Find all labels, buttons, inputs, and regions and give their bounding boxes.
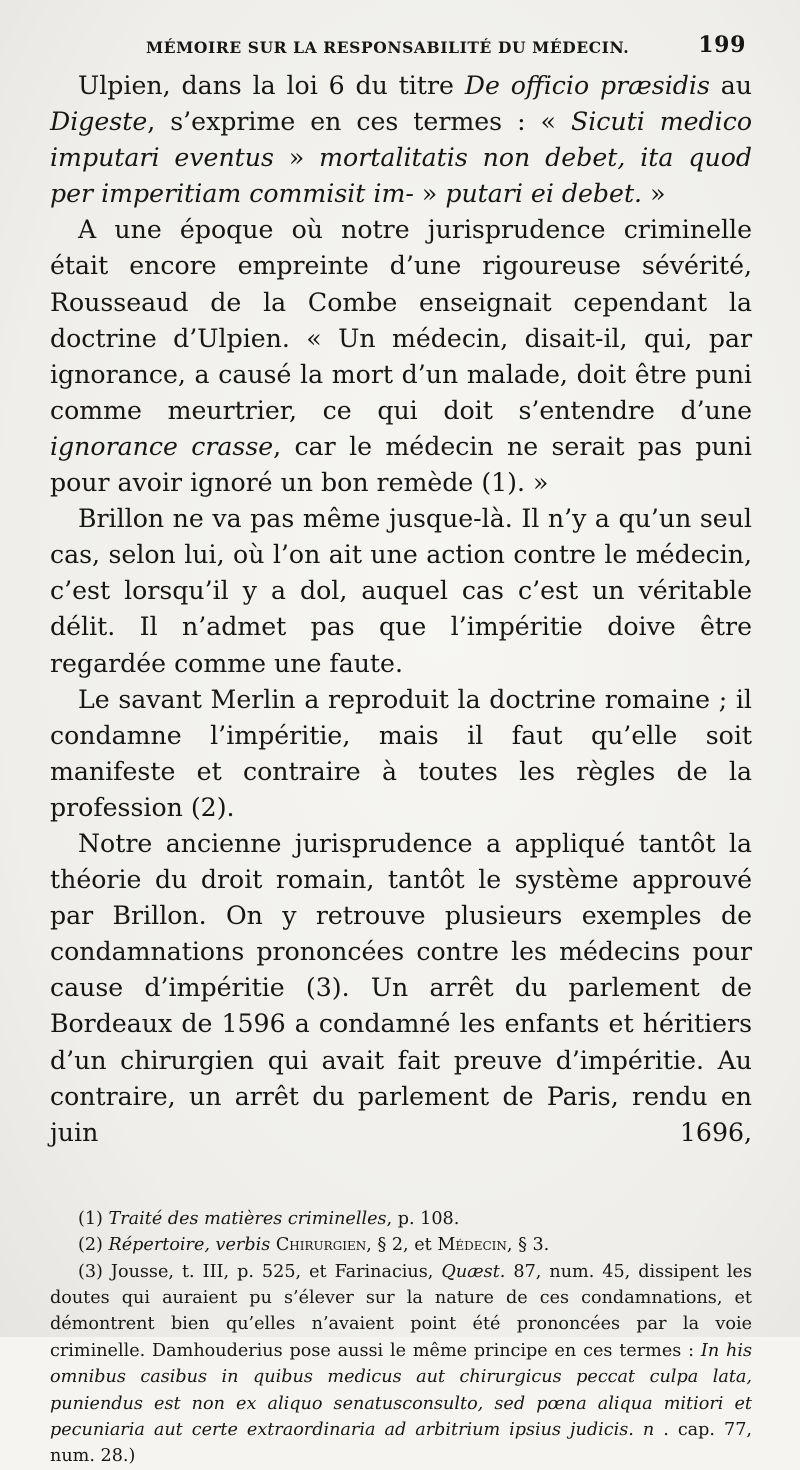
footnotes bbox=[50, 1206, 752, 1470]
running-head-title: MÉMOIRE SUR LA RESPONSABILITÉ DU MÉDECIN. bbox=[146, 38, 630, 57]
footnote-3 bbox=[50, 1259, 752, 1470]
footnote-3-text-c: 87, num. 45, dissipent les doutes qui auraient pu s’élever sur la nature de ces condamnations, et démontrent bien qu’elles n’avaient point été prononcées par la voie criminelle. Damhouderius pose aussi le même principe en ces termes : bbox=[50, 1261, 753, 1361]
footnote-2-number: (2) bbox=[78, 1235, 109, 1256]
p1-text-e: , s’exprime en ces termes : « bbox=[147, 107, 571, 137]
footnote-2-mid: , § 2, et bbox=[366, 1235, 438, 1256]
footnote-2-word-2: Médecin bbox=[437, 1235, 507, 1256]
page-number: 199 bbox=[698, 32, 746, 58]
footnote-3-space bbox=[634, 1420, 643, 1440]
footnote-3-citation: . cap. 77, num. 28.) bbox=[50, 1420, 752, 1467]
p2-text-c: , car le médecin ne serait pas puni pour avoir ignoré un bon remède (1). » bbox=[50, 431, 752, 498]
running-head bbox=[50, 32, 752, 68]
p1-digeste-italic: Digeste bbox=[50, 107, 148, 137]
p1-text-a: Ulpien, dans la loi 6 du titre bbox=[78, 71, 465, 100]
p1-guillemet-1: » bbox=[273, 143, 320, 173]
p1-text-c: au bbox=[709, 71, 752, 100]
footnote-3-italic-quaest: Quæst. bbox=[441, 1261, 506, 1282]
main-text bbox=[50, 68, 752, 1151]
p1-quote-close: » bbox=[642, 179, 666, 209]
footnote-1-number: (1) bbox=[78, 1208, 109, 1229]
paragraph-4: Le savant Merlin a reproduit la doctrine romaine ; il condamne l’impéritie, mais il faut qu’elle soit manifeste et contraire à toutes les règles de la profession (2). bbox=[50, 684, 752, 822]
footnote-2-rest: , § 3. bbox=[506, 1235, 550, 1256]
paragraph-5: Notre ancienne jurisprudence a appliqué tantôt la théorie du droit romain, tantôt le système approuvé par Brillon. On y retrouve plusieurs exemples de condamnations prononcées contre les médecins pour cause d’impéritie (3). Un arrêt du parlement de Bordeaux de 1596 a condamné les enfants et héritiers d’un chirurgien qui avait fait preuve d’impéritie. Au contraire, un arrêt du parlement de Paris, rendu en juin 1696, bbox=[50, 828, 752, 1147]
footnote-1-title: Traité des matières criminelles bbox=[108, 1208, 387, 1229]
p1-quote-3: putari ei debet. bbox=[445, 179, 643, 209]
footnote-2 bbox=[50, 1232, 752, 1258]
p2-italic-phrase: ignorance crasse bbox=[50, 431, 274, 461]
p2-text-a: A une époque où notre jurisprudence criminelle était encore empreinte d’une rigoureuse sévérité, Rousseaud de la Combe enseignait cependant la doctrine d’Ulpien. « Un médecin, disait-il, qui, par ignorance, a causé la mort d’un malade, doit être puni comme meurtrier, ce qui doit s’entendre d’une bbox=[50, 215, 752, 425]
p1-quote-1: Sicuti medico imputari eventus bbox=[50, 107, 752, 173]
footnote-3-fragment: n bbox=[642, 1420, 655, 1441]
paragraph-1 bbox=[50, 68, 752, 212]
p1-quote-2: mortalitatis non debet, ita quod per imperitiam commisit im- bbox=[50, 143, 752, 209]
paragraph-3: Brillon ne va pas même jusque-là. Il n’y a qu’un seul cas, selon lui, où l’on ait une action contre le médecin, c’est lorsqu’il y a dol, auquel cas c’est un véritable délit. Il n’admet pas que l’impéritie doive être regardée comme une faute. bbox=[50, 504, 752, 678]
p1-title-italic: De officio præsidis bbox=[464, 71, 710, 100]
footnote-2-title: Répertoire, verbis bbox=[108, 1235, 271, 1256]
footnote-2-word-1: Chirurgien bbox=[270, 1235, 367, 1256]
footnote-1-rest: , p. 108. bbox=[386, 1208, 460, 1229]
footnote-3-text-a: (3) Jousse, t. III, p. 525, et Farinacius, bbox=[78, 1261, 442, 1282]
footnote-3-latin-quote: In his omnibus casibus in quibus medicus aut chirurgicus peccat culpa lata, puniendus est non ex aliquo senatusconsulto, sed pœna aliqua mitiori et pecuniaria aut certe extraordinaria ad arbitrium ipsius judicis. bbox=[50, 1340, 752, 1441]
paragraph-2 bbox=[50, 212, 752, 501]
p1-guillemet-2: » bbox=[413, 179, 446, 209]
footnote-1 bbox=[50, 1206, 752, 1232]
